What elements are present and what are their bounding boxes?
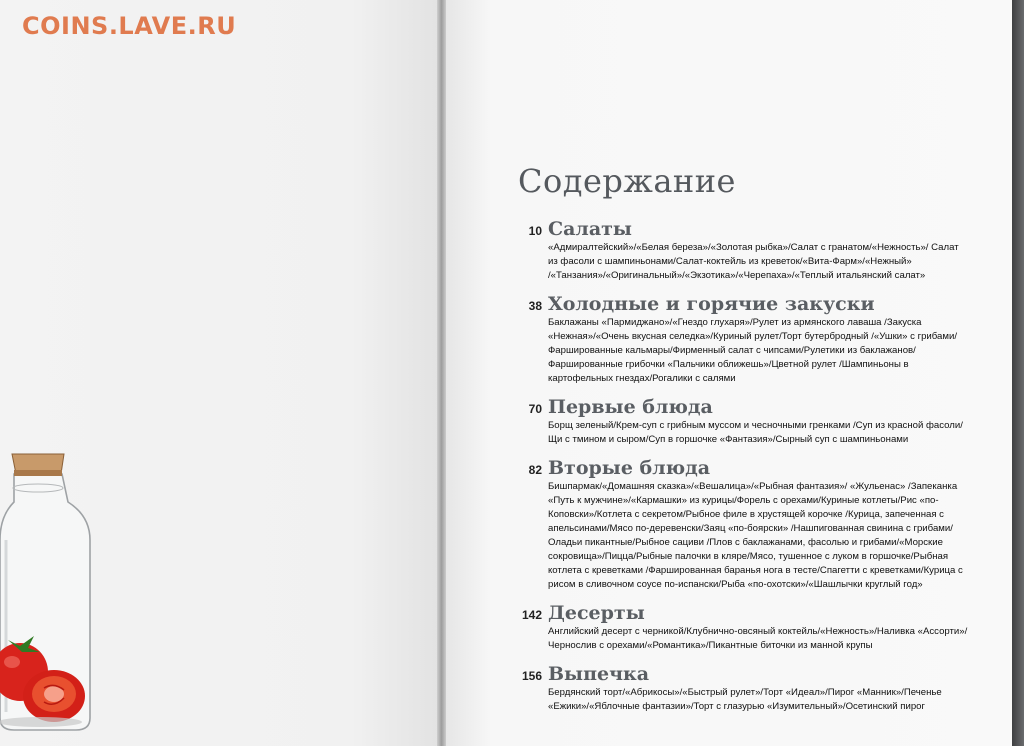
section-first-courses (508, 396, 1008, 447)
section-recipes: «Адмиралтейский»/«Белая береза»/«Золотая рыбка»/Салат с гранатом/«Нежность»/ Салат из фасоли с шампиньонами/Салат-коктейль из креветок/«Вита-Фарм»/«Нежный» /«Танзания»/«Оригинальный»/«Экзотика»/«Черепаха»/«Теплый итальянский салат» (548, 242, 959, 281)
right-page (446, 0, 1014, 746)
section-recipes: Бердянский торт/«Абрикосы»/«Быстрый рулет»/Торт «Идеал»/Пирог «Манник»/Печенье «Ежики»/«Яблочные фантазии»/Торт с глазурью «Изумительный»/Осетинский пирог (548, 687, 942, 712)
site-watermark: COINS.LAVE.RU (22, 12, 237, 40)
section-recipes: Бишпармак/«Домашняя сказка»/«Вешалица»/«Рыбная фантазия»/ «Жульенас» /Запеканка «Путь к мужчине»/«Кармашки» из курицы/Форель с орехами/Куриные котлеты/Рис «по-Коповски»/Котлета с секретом/Рыбное филе в хрустящей корочке /Курица, запеченная с апельсинами/Мясо по-деревенски/Заяц «по-боярски» /Нашпигованная свинина с грибами/Оладьи пикантные/Рыбное сациви /Плов с баклажанами, фасолью и грибами/«Морские сокровища»/Пицца/Рыбные палочки в кляре/Мясо, тушенное с луком в горшочке/Рыбная котлета с креветками /Фаршированная баранья нога в тесте/Спагетти с креветками/Курица с рисом в сливочном соусе по-испански/Рыба «по-охотски»/«Шашлычки круглый год» (548, 481, 963, 590)
section-title: Первые блюда (548, 396, 713, 418)
scan-edge (1012, 0, 1024, 746)
section-salads (508, 218, 1008, 283)
cork-icon (12, 454, 64, 476)
section-appetizers (508, 293, 1008, 386)
section-recipes: Борщ зеленый/Крем-суп с грибным муссом и чесночными гренками /Суп из красной фасоли/Щи с тмином и сыром/Суп в горшочке «Фантазия»/Сырный суп с шампиньонами (548, 420, 963, 445)
bottle-with-tomatoes-illustration (0, 440, 130, 746)
section-title: Выпечка (548, 663, 650, 685)
section-page-number: 10 (528, 224, 542, 238)
section-page-number: 156 (521, 669, 542, 683)
contents-list (508, 218, 1008, 714)
contents-title: Содержание (518, 162, 736, 200)
section-title: Салаты (548, 218, 632, 240)
section-main-courses (508, 457, 1008, 592)
section-recipes: Баклажаны «Пармиджано»/«Гнездо глухаря»/Рулет из армянского лаваша /Закуска «Нежная»/«Очень вкусная селедка»/Куриный рулет/Торт бутербродный /«Ушки» с грибами/Фаршированные кальмары/Фирменный салат с чипсами/Рулетики из баклажанов/Фаршированные грибочки «Пальчики оближешь»/Цветной рулет /Шампиньоны в картофельных гнездах/Рогалики с салями (548, 317, 958, 384)
section-title: Холодные и горячие закуски (548, 293, 875, 315)
section-page-number: 82 (528, 463, 542, 477)
section-title: Вторые блюда (548, 457, 711, 479)
section-baking (508, 663, 1008, 714)
section-title: Десерты (548, 602, 645, 624)
section-page-number: 38 (528, 299, 542, 313)
left-page (0, 0, 440, 746)
section-recipes: Английский десерт с черникой/Клубнично-овсяный коктейль/«Нежность»/Наливка «Ассорти»/Чернослив с орехами/«Романтика»/Пикантные биточки из манной крупы (548, 626, 968, 651)
section-page-number: 142 (521, 608, 542, 622)
section-page-number: 70 (528, 402, 542, 416)
section-desserts (508, 602, 1008, 653)
